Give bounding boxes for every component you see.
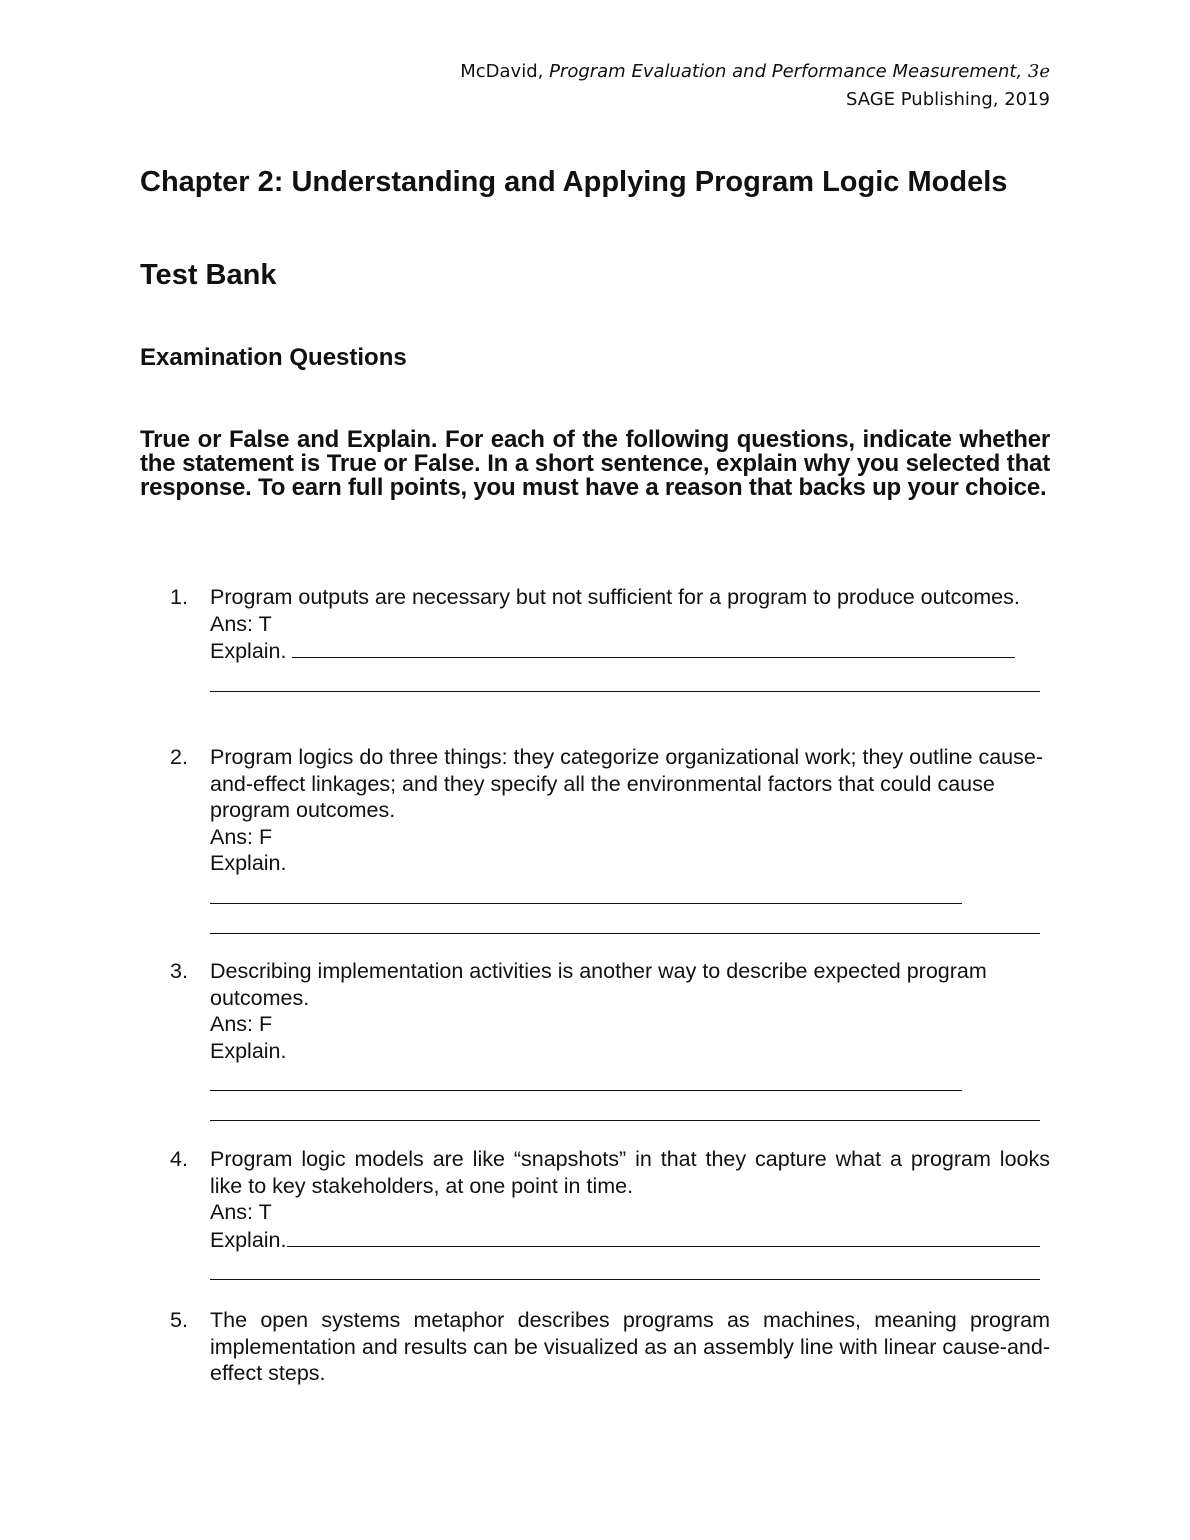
answer-line[interactable] bbox=[210, 1120, 1040, 1121]
question-number: 2. bbox=[170, 745, 188, 769]
question-text: Describing implementation activities is another way to describe expected program outcomes. bbox=[210, 959, 987, 1010]
answer: Ans: T bbox=[210, 1200, 272, 1224]
answer-line[interactable] bbox=[210, 903, 962, 904]
explain-field[interactable] bbox=[292, 637, 1015, 658]
question-4 bbox=[170, 1146, 1050, 1280]
question-1 bbox=[170, 584, 1050, 692]
header-publisher: SAGE Publishing, 2019 bbox=[845, 89, 1050, 110]
explain-label: Explain. bbox=[210, 639, 287, 663]
header-author: McDavid, bbox=[460, 61, 550, 82]
header-edition: 3e bbox=[1027, 61, 1050, 82]
question-number: 1. bbox=[170, 585, 188, 609]
question-text: The open systems metaphor describes programs as machines, meaning program implementation and results can be visualized as an assembly line with linear cause-and-effect steps. bbox=[210, 1308, 1050, 1385]
answer: Ans: F bbox=[210, 824, 273, 849]
question-2 bbox=[170, 744, 1050, 934]
chapter-title: Chapter 2: Understanding and Applying Program Logic Models bbox=[140, 166, 1008, 198]
instructions: True or False and Explain. For each of the following questions, indicate whether the statement is True or False. In a short sentence, explain why you selected that response. To earn full points, you must have a reason that backs up your choice. bbox=[140, 426, 1050, 501]
answer: Ans: T bbox=[210, 611, 272, 636]
header-book-title: Program Evaluation and Performance Measurement, bbox=[549, 61, 1028, 82]
running-header bbox=[460, 58, 1050, 114]
answer-line[interactable] bbox=[210, 933, 1040, 934]
explain-label: Explain. bbox=[210, 851, 287, 875]
question-5 bbox=[170, 1307, 1050, 1387]
explain-label: Explain. bbox=[210, 1227, 287, 1252]
explain-field[interactable] bbox=[287, 1226, 1040, 1247]
answer-line[interactable] bbox=[210, 1090, 962, 1091]
question-number: 3. bbox=[170, 959, 188, 983]
question-text: Program logics do three things: they categorize organizational work; they outline cause-and-effect linkages; and they specify all the environmental factors that could cause program outcomes. bbox=[210, 745, 1043, 822]
answer-line[interactable] bbox=[210, 691, 1040, 692]
answer-line[interactable] bbox=[210, 1279, 1040, 1280]
question-number: 4. bbox=[170, 1147, 188, 1171]
explain-label: Explain. bbox=[210, 1038, 287, 1063]
answer: Ans: F bbox=[210, 1012, 273, 1036]
question-3 bbox=[170, 958, 1050, 1121]
question-text: Program logic models are like “snapshots” in that they capture what a program looks like to key stakeholders, at one point in time. bbox=[210, 1147, 1050, 1198]
question-number: 5. bbox=[170, 1308, 188, 1332]
subtitle: Test Bank bbox=[140, 259, 277, 291]
section-title: Examination Questions bbox=[140, 344, 407, 371]
question-text: Program outputs are necessary but not sufficient for a program to produce outcomes. bbox=[210, 585, 1020, 609]
